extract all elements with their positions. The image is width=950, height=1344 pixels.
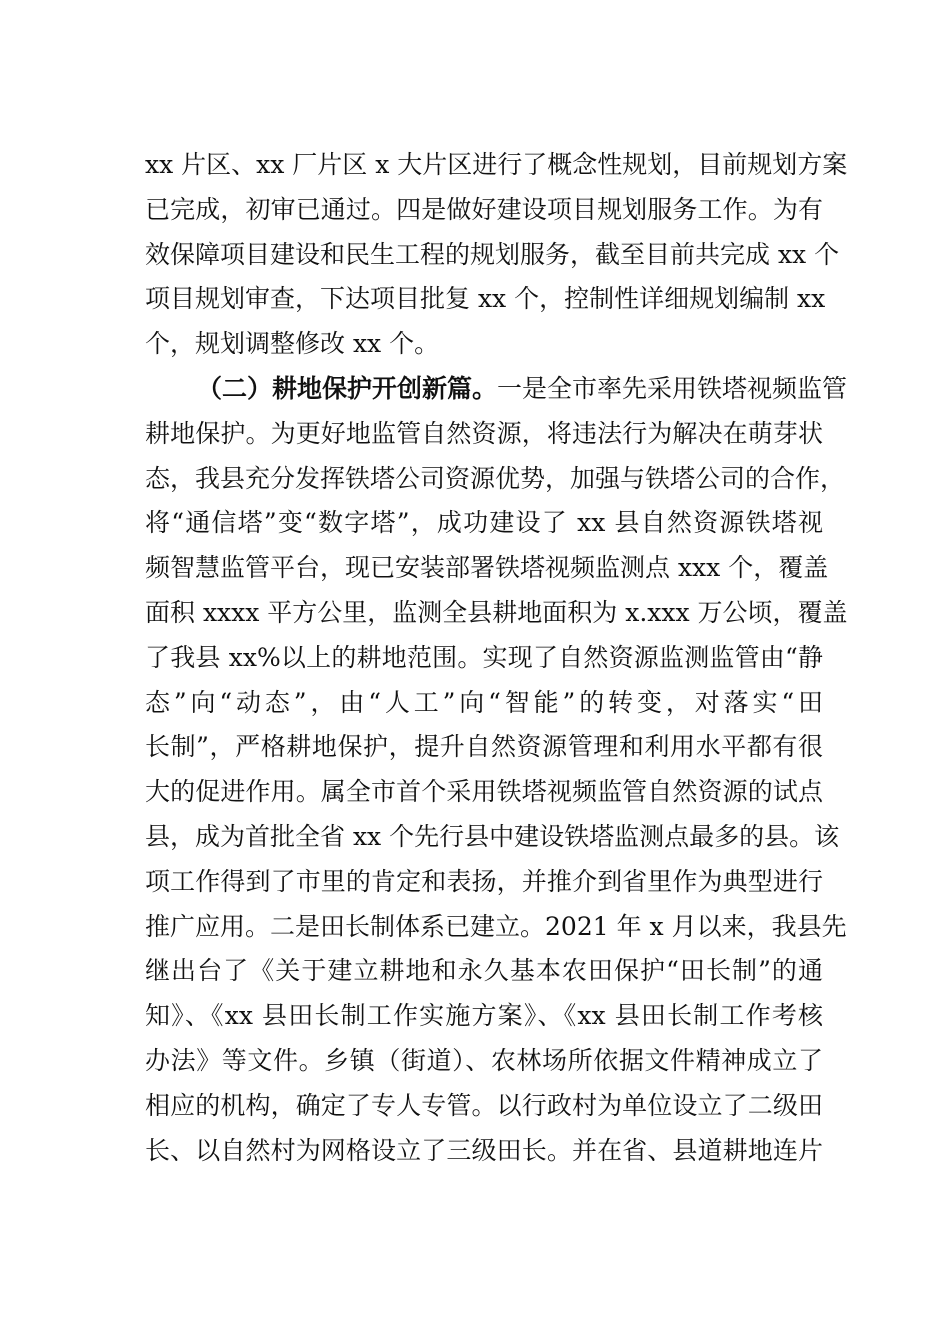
section-heading: （二）耕地保护开创新篇。 xyxy=(197,373,498,403)
text-line: 效保障项目建设和民生工程的规划服务，截至目前共完成 xx 个 xyxy=(145,239,840,269)
text-line: xx 片区、xx 厂片区 x 大片区进行了概念性规划，目前规划方案 xyxy=(145,150,848,179)
text-line: 长、以自然村为网格设立了三级田长。并在省、县道耕地连片 xyxy=(145,1135,823,1165)
text-line: 相应的机构，确定了专人专管。以行政村为单位设立了二级田 xyxy=(145,1090,823,1120)
text-line: 面积 xxxx 平方公里，监测全县耕地面积为 x.xxx 万公顷，覆盖 xyxy=(145,597,848,627)
paragraph-planning xyxy=(145,143,848,367)
text-line: 知》、《xx 县田长制工作实施方案》、《xx 县田长制工作考核 xyxy=(145,1001,823,1031)
text-line: 项目规划审查，下达项目批复 xx 个，控制性详细规划编制 xx xyxy=(145,284,826,314)
paragraph-farmland-protection xyxy=(145,367,848,1173)
text-line: 态，我县充分发挥铁塔公司资源优势，加强与铁塔公司的合作， xyxy=(145,463,846,493)
text-line: 已完成，初审已通过。四是做好建设项目规划服务工作。为有 xyxy=(145,194,823,224)
text-line xyxy=(145,367,848,412)
text-line: 推广应用。二是田长制体系已建立。2021 年 x 月以来，我县先 xyxy=(145,911,847,941)
text-line: 长制”，严格耕地保护，提升自然资源管理和利用水平都有很 xyxy=(145,732,823,762)
text-line: 个，规划调整修改 xx 个。 xyxy=(145,329,440,359)
text-line: 办法》等文件。乡镇（街道）、农林场所依据文件精神成立了 xyxy=(145,1045,823,1075)
text-line: 项工作得到了市里的肯定和表扬，并推介到省里作为典型进行 xyxy=(145,866,823,896)
text-line: 频智慧监管平台，现已安装部署铁塔视频监测点 xxx 个，覆盖 xyxy=(145,553,829,583)
text-line: 大的促进作用。属全市首个采用铁塔视频监管自然资源的试点 xyxy=(145,777,823,807)
text-line: 县，成为首批全省 xx 个先行县中建设铁塔监测点最多的县。该 xyxy=(145,821,840,851)
text-line: 将“通信塔”变“数字塔”，成功建设了 xx 县自然资源铁塔视 xyxy=(145,508,823,538)
text-line: 态”向“动态”，由“人工”向“智能”的转变，对落实“田 xyxy=(145,687,823,717)
text-line: 耕地保护。为更好地监管自然资源，将违法行为解决在萌芽状 xyxy=(145,418,823,448)
document-body xyxy=(145,143,848,1173)
text-line: 了我县 xx%以上的耕地范围。实现了自然资源监测监管由“静 xyxy=(145,642,823,672)
text-span: 一是全市率先采用铁塔视频监管 xyxy=(497,373,848,403)
text-line: 继出台了《关于建立耕地和永久基本农田保护“田长制”的通 xyxy=(145,956,823,986)
